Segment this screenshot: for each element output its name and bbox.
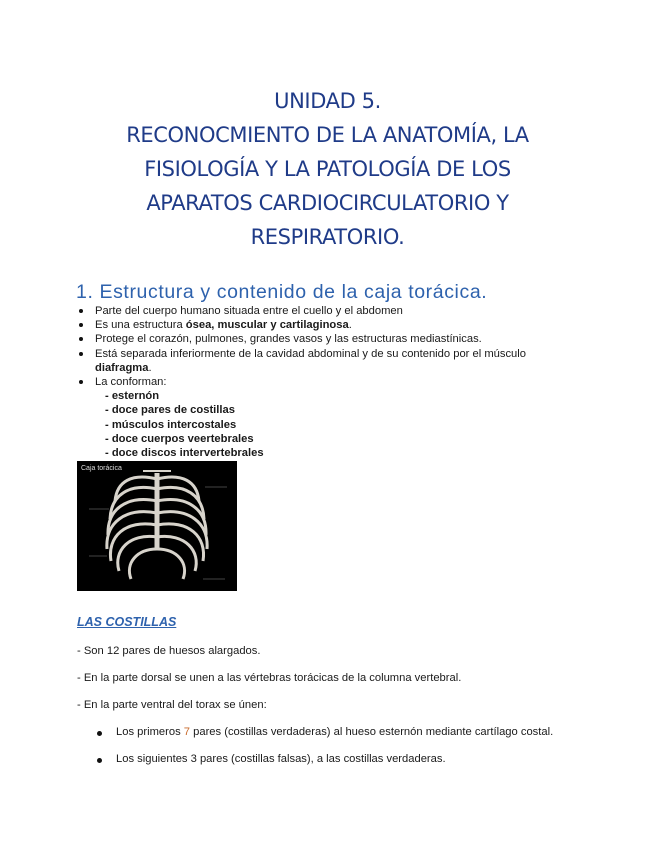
rib-bullet-text: pares (costillas verdaderas) al hueso esternón mediante cartílago costal. <box>190 726 554 738</box>
rib-bullet <box>97 726 553 738</box>
title-line-1: UNIDAD 5. <box>274 89 381 113</box>
bullet-item <box>76 318 576 332</box>
bullet-bold-text: diafragma <box>95 361 149 374</box>
sub-item: - doce cuerpos veertebrales <box>105 432 254 445</box>
sub-item: - esternón <box>105 390 160 403</box>
bullet-text: . <box>148 361 152 374</box>
costillas-line: - Son 12 pares de huesos alargados. <box>77 645 261 657</box>
section-heading: 1. Estructura y contenido de la caja torácica. <box>76 281 488 303</box>
figure-title: Caja torácica <box>81 465 122 472</box>
costillas-line: - En la parte ventral del torax se únen: <box>77 699 267 711</box>
rib-bullet-text: Los primeros <box>116 726 184 738</box>
sub-item-list <box>76 389 576 460</box>
sub-item: - doce pares de costillas <box>105 404 235 417</box>
bullet-item <box>76 375 576 389</box>
rib-bullet <box>97 753 446 765</box>
bullet-text: Parte del cuerpo humano situada entre el cuello y el abdomen <box>95 305 403 317</box>
title-line-4: APARATOS CARDIOCIRCULATORIO Y <box>146 191 509 215</box>
bullet-text: Está separada inferiormente de la cavidad abdominal y de su contenido por el músculo <box>95 347 526 360</box>
rib-cage-drawing <box>107 471 207 579</box>
rib-cage-image <box>77 461 237 591</box>
unit-title <box>60 84 595 254</box>
bullet-item <box>76 332 576 346</box>
bullet-item <box>76 304 576 318</box>
bullet-text: Es una estructura <box>95 319 186 332</box>
title-line-2: RECONOCMIENTO DE LA ANATOMÍA, LA <box>126 123 529 147</box>
rib-number: 7 <box>183 726 191 738</box>
sub-item: - músculos intercostales <box>105 418 237 431</box>
rib-bullet-text: Los siguientes 3 pares (costillas falsas), a las costillas verdaderas. <box>116 753 446 765</box>
sub-item: - doce discos intervertebrales <box>105 447 264 460</box>
costillas-line: - En la parte dorsal se unen a las vértebras torácicas de la columna vertebral. <box>77 672 462 684</box>
costillas-heading: LAS COSTILLAS <box>77 615 177 629</box>
bullet-text: Protege el corazón, pulmones, grandes vasos y las estructuras mediastínicas. <box>95 333 482 346</box>
bullet-list <box>76 304 576 460</box>
bullet-item <box>76 347 576 375</box>
title-line-5: RESPIRATORIO. <box>250 225 405 249</box>
bullet-text: . <box>348 319 352 332</box>
bullet-text: La conforman: <box>95 376 167 389</box>
title-line-3: FISIOLOGÍA Y LA PATOLOGÍA DE LOS <box>144 157 511 181</box>
bullet-bold-text: ósea, muscular y cartilaginosa <box>185 319 349 332</box>
